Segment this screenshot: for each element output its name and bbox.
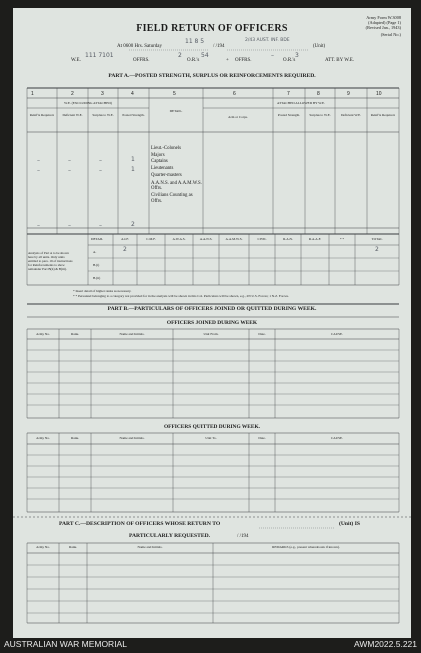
analysis-header-cmf: C.M.F.: [146, 237, 156, 241]
form-id-line: (Revised Jan., 1943): [365, 25, 401, 30]
part-c-date: / /194: [237, 534, 249, 539]
part-a-title: PART A.—POSTED STRENGTH, SURPLUS OR REINFORCEMENTS REQUIRED.: [108, 73, 316, 79]
col-number: 10: [376, 91, 382, 97]
col-number: 5: [173, 91, 176, 97]
handwritten-stamp: 2/43 AUST. INF. BDE: [245, 38, 290, 43]
joined-header-rank: Rank.: [70, 332, 79, 336]
form-id-line: (Adapted) (Page 1): [368, 20, 401, 25]
plus-sign: +: [226, 58, 229, 63]
plus-offrs-label: OFFRS.: [235, 58, 252, 63]
analysis-row-bi: B.(i): [93, 263, 100, 267]
c-header-rank: Rank.: [68, 545, 77, 549]
dash-mark: –: [68, 222, 71, 229]
quitted-header-name: Name and Initials.: [119, 436, 145, 440]
analysis-total-value: 2: [375, 246, 379, 253]
part-b-title: PART B.—PARTICULARS OF OFFICERS JOINED OR QUITTED DURING WEEK.: [107, 306, 317, 312]
form-title: FIELD RETURN OF OFFICERS: [136, 23, 288, 34]
posted-total: 2: [131, 221, 135, 228]
handwritten-we-ors: 54: [201, 52, 209, 59]
footnote-1: * Insert detail of higher ranks as necessary.: [73, 289, 132, 293]
handwritten-dash: –: [271, 52, 274, 59]
handwritten-we-number: 111 7101: [85, 52, 114, 59]
joined-header-cause: CAUSE.: [331, 332, 343, 336]
col-number: 8: [317, 91, 320, 97]
quitted-header-cause: CAUSE.: [331, 436, 343, 440]
c-header-army-no: Army No.: [36, 545, 50, 549]
detail-list: [151, 146, 203, 204]
col-number: 4: [131, 91, 134, 97]
detail-row-captains: Captains: [151, 159, 168, 165]
dash-mark: –: [99, 222, 102, 229]
we-group-header: W.E. (EXCLUDING ATTACHED): [64, 101, 112, 105]
att-reinfts-header: Reinf'ts Required.: [370, 113, 396, 117]
detail-row-civilians: Civilians Counting as Offrs.: [151, 193, 193, 204]
analysis-header-aamws: A.A.M.W.S.: [225, 237, 243, 241]
handwritten-date: 11 8 5: [185, 38, 205, 45]
quitted-header-army-no: Army No.: [36, 436, 50, 440]
reinfts-required-header: Reinf'ts Required.: [29, 113, 55, 117]
joined-header-date: Date.: [258, 332, 266, 336]
col-number: 3: [101, 91, 104, 97]
joined-title: OFFICERS JOINED DURING WEEK: [166, 320, 258, 326]
posted-value: 1: [131, 166, 135, 173]
part-c-title-2: PARTICULARLY REQUESTED.: [129, 533, 211, 539]
att-surplus-header: Surplus to W.E.: [309, 113, 331, 117]
posted-strength-header: Posted Strength.: [122, 113, 145, 117]
dash-mark: –: [37, 167, 40, 174]
dash-mark: –: [37, 157, 40, 164]
dash-mark: –: [68, 157, 71, 164]
analysis-header-total: TOTAL: [371, 237, 383, 241]
col-number: 1: [31, 91, 34, 97]
col-number: 7: [287, 91, 290, 97]
att-group-header: ATTACHED ALLOWED BY W.E.: [277, 101, 325, 105]
detail-row-lieutenants: Lieutenants: [151, 166, 174, 172]
footer-credit: AUSTRALIAN WAR MEMORIAL: [4, 639, 127, 649]
c-header-name: Name and Initials.: [137, 545, 163, 549]
analysis-header-awas: A.W.A.S.: [172, 237, 186, 241]
joined-header-unit-from: Unit From.: [203, 332, 219, 336]
form-id-line: Army Form W.3008: [366, 15, 401, 20]
year-slash: / /194: [213, 44, 225, 49]
detail-header: DETAIL.: [169, 109, 183, 113]
joined-header-army-no: Army No.: [36, 332, 50, 336]
we-offrs-label: OFFRS.: [133, 58, 150, 63]
analysis-header-aans: A.A.N.S.: [199, 237, 213, 241]
analysis-aif-value: 2: [123, 246, 127, 253]
analysis-header-civil: CIVIL: [257, 237, 267, 241]
handwritten-we-offrs: 2: [178, 52, 182, 59]
quitted-header-rank: Rank.: [70, 436, 79, 440]
form-sheet: [13, 8, 411, 638]
col-number: 2: [71, 91, 74, 97]
dash-mark: –: [99, 167, 102, 174]
analysis-header-aif: A.I.F.: [121, 237, 129, 241]
quitted-title: OFFICERS QUITTED DURING WEEK.: [163, 424, 261, 430]
detail-row-majors: Majors: [151, 152, 165, 158]
we-ors-label: O.R.'s: [187, 58, 200, 63]
surplus-we-header: Surplus to W.E.: [92, 113, 114, 117]
plus-ors-label: O.R.'s: [283, 58, 296, 63]
handwritten-plus-ors: 3: [295, 52, 299, 59]
col-number: 9: [347, 91, 350, 97]
analysis-detail-header: DETAIL: [91, 237, 103, 241]
analysis-header-ran: R.A.N.: [283, 237, 293, 241]
quitted-header-date: Date.: [258, 436, 266, 440]
we-label: W.E.: [71, 58, 81, 63]
footnote-2: * * Personnel belonging to a category not provided for in the analysis will be shown in this Col. Particulars will be shown, e.g., 2N U.S. Forces; 1 N.Z. Forces.: [73, 294, 289, 298]
analysis-row-bii: B.(ii): [93, 276, 101, 280]
joined-header-name: Name and Initials.: [119, 332, 145, 336]
unit-label: (Unit): [313, 44, 326, 49]
posted-value: 1: [131, 156, 135, 163]
col-number: 6: [233, 91, 236, 97]
detail-row-lt-col: Lieut.-Colonels: [151, 146, 181, 151]
deficient-we-header: Deficient W.E.: [62, 113, 83, 117]
analysis-row-a: A.: [93, 250, 97, 254]
att-label: ATT. BY W.E.: [325, 58, 355, 63]
part-c-unit: (Unit) IS: [339, 521, 360, 527]
att-posted-strength-header: Posted Strength.: [277, 113, 301, 117]
arm-corps-header: Arm or Corps.: [228, 115, 248, 119]
footer-accession: AWM2022.5.221: [354, 639, 417, 649]
analysis-note: Analysis of Part A to be shown here by all units. Only units entitled to para. 16 of instructions for Reinforcements to show remainder Part B(ii) & B(iii).: [28, 251, 73, 271]
serial-no-label: (Serial No.): [380, 32, 401, 37]
att-deficient-header: Deficient W.E.: [340, 113, 362, 117]
analysis-header-raaf: R.A.A.F.: [308, 237, 322, 241]
part-c-title-1: PART C.—DESCRIPTION OF OFFICERS WHOSE RETURN TO: [59, 521, 221, 527]
at-line: At 0600 Hrs. Saturday: [117, 44, 162, 49]
dash-mark: –: [68, 167, 71, 174]
dash-mark: –: [37, 222, 40, 229]
quitted-header-unit-to: Unit To.: [205, 436, 217, 440]
detail-row-aans: A.A.N.S. and A.A.M.W.S. Offrs.: [151, 180, 202, 191]
detail-row-qm: Quarter-masters: [151, 172, 182, 178]
analysis-header-other: * *: [339, 237, 345, 241]
c-header-remarks: REMARKS (e.g., present whereabouts if known).: [272, 545, 340, 549]
dash-mark: –: [99, 157, 102, 164]
